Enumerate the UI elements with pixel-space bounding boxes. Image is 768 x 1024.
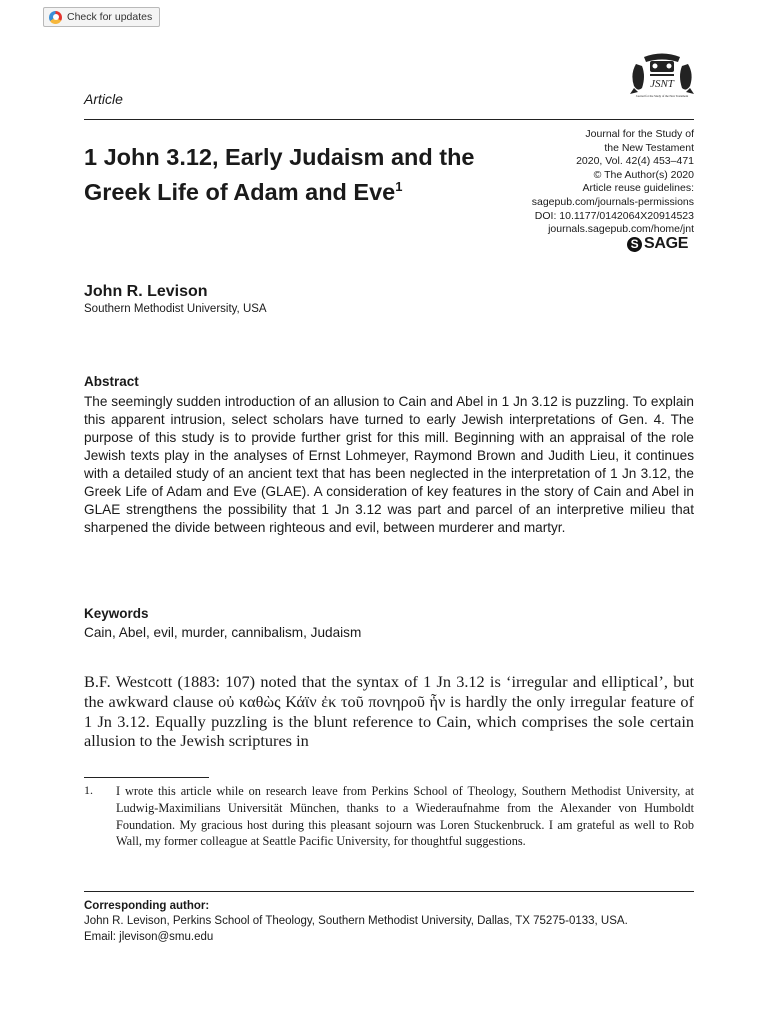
sage-name: SAGE [644, 235, 689, 252]
footnote-rule [84, 777, 209, 778]
article-title [84, 143, 494, 207]
corresponding-author-email[interactable]: Email: jlevison@smu.edu [84, 931, 214, 943]
crossmark-icon [49, 11, 62, 24]
corresponding-rule [84, 891, 694, 892]
logo-text: JSNT [650, 78, 674, 90]
journal-name-line-2: the New Testament [604, 141, 694, 154]
journal-volume: 2020, Vol. 42(4) 453–471 [576, 155, 694, 168]
footnote-text: I wrote this article while on research leave from Perkins School of Theology, Southern Methodist University, at Ludwig-Maximilians Universität München, thanks to a Wiederaufnahme from the Alexander von Humboldt Foundation. My gracious host during this pleasant sojourn was Loren Stuckenbruck. I am grateful as well to Rob Wall, my former colleague at Seattle Pacific University, for thoughtful suggestions. [116, 784, 694, 849]
abstract-heading: Abstract [84, 374, 139, 389]
jsnt-logo [628, 52, 696, 107]
check-for-updates-button[interactable] [43, 7, 160, 27]
title-footnote-mark: 1 [395, 179, 403, 194]
body-paragraph: B.F. Westcott (1883: 107) noted that the syntax of 1 Jn 3.12 is ‘irregular and elliptical’, but the awkward clause οὐ καθὼς Κάϊν ἐκ τοῦ πονηροῦ ἦν is hardly the only irregular feature of 1 Jn 3.12. Equally puzzling is the blunt reference to Cain, which comprises the sole certain allusion to the Jewish scriptures in [84, 672, 694, 751]
journal-info [474, 128, 694, 237]
doi-link[interactable]: DOI: 10.1177/0142064X20914523 [534, 209, 694, 222]
sage-logo [627, 235, 688, 253]
reuse-guidelines-label: Article reuse guidelines: [582, 182, 694, 195]
journal-home-link[interactable]: journals.sagepub.com/home/jnt [548, 223, 694, 236]
corresponding-author-address: John R. Levison, Perkins School of Theology, Southern Methodist University, Dallas, TX 75275-0133, USA. [84, 915, 628, 927]
title-text: 1 John 3.12, Early Judaism and the Greek Life of Adam and Eve [84, 144, 475, 205]
header-rule [84, 119, 694, 120]
article-type-label: Article [84, 91, 123, 107]
check-for-updates-label: Check for updates [67, 11, 153, 23]
permissions-link[interactable]: sagepub.com/journals-permissions [531, 195, 694, 208]
journal-name-line-1: Journal for the Study of [585, 128, 694, 140]
abstract-text: The seemingly sudden introduction of an allusion to Cain and Abel in 1 Jn 3.12 is puzzling. To explain this apparent intrusion, select scholars have turned to early Jewish interpretations of Gen. 4. The purpose of this study is to provide further grist for this mill. Beginning with an appraisal of the role Jewish texts play in the analyses of Ernst Lohmeyer, Raymond Brown and Judith Lieu, it continues with a detailed study of an ancient text that has been neglected in the interpretation of 1 Jn 3.12, the Greek Life of Adam and Eve (GLAE). A consideration of key features in the story of Cain and Abel in GLAE strengthens the possibility that 1 Jn 3.12 was part and parcel of an interpretive milieu that sharpened the divide between righteous and evil, between murderer and martyr. [84, 394, 694, 535]
sage-symbol-icon: S [627, 237, 642, 252]
corresponding-author-heading: Corresponding author: [84, 900, 210, 912]
copyright-line: © The Author(s) 2020 [593, 168, 694, 181]
author-name: John R. Levison [84, 283, 208, 300]
footnote-number: 1. [84, 783, 93, 797]
keywords-heading: Keywords [84, 606, 149, 621]
author-affiliation: Southern Methodist University, USA [84, 303, 267, 315]
keywords-text: Cain, Abel, evil, murder, cannibalism, Judaism [84, 625, 362, 640]
logo-caption: Journal for the Study of the New Testament [635, 94, 689, 98]
